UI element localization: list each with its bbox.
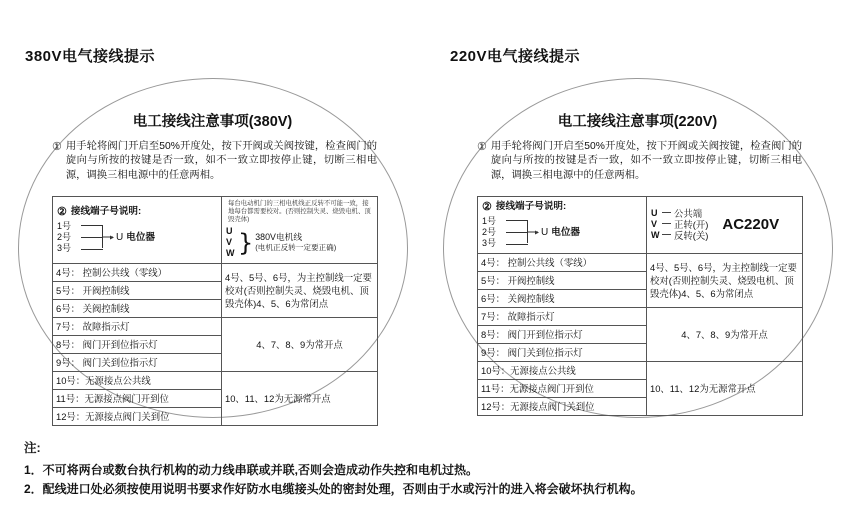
passive-contact-cell-220v	[478, 362, 647, 416]
table-row	[53, 372, 378, 426]
list-item: 10号：无源接点公共线	[53, 372, 221, 390]
item-1-marker-220v: ①	[477, 141, 487, 153]
list-item: 11号：无源接点阀门开到位	[53, 390, 221, 408]
item-1-380v	[52, 140, 377, 183]
list-item: 6号： 关阀控制线	[56, 303, 130, 314]
terminal-number-3: 3号	[482, 237, 497, 248]
list-item: 5号： 开阀控制线	[53, 282, 221, 300]
table-row	[478, 254, 803, 308]
list-item: 9号： 阀门关到位指示灯	[56, 357, 158, 368]
passive-contact-cell-380v	[53, 372, 222, 426]
control-lines-note-380v: 4号、5号、6号，为主控制线一定要校对(否则控制失灵、烧毁电机、顶毁壳体)4、5、6为常闭点	[222, 264, 378, 318]
indicator-lines-note-220v: 4、7、8、9为常开点	[647, 308, 803, 362]
terminal-u-label-220v: U	[541, 226, 549, 238]
uvw-label-u: 公共端	[674, 208, 703, 219]
indicator-lines-list-380v	[53, 318, 221, 371]
uvw-letter-u: U	[651, 208, 658, 218]
indicator-lines-cell-380v	[53, 318, 222, 372]
terminal-u-label-380v: U	[116, 231, 124, 243]
terminal-title-row-220v	[482, 200, 642, 214]
terminal-numbers-220v	[482, 216, 506, 249]
table-row	[53, 197, 378, 264]
passive-contact-list-220v	[478, 362, 646, 415]
item-1-220v	[477, 140, 802, 183]
terminal-number-1: 1号	[57, 220, 72, 231]
terminal-numbers-380v	[57, 221, 81, 254]
control-lines-list-220v	[478, 254, 646, 307]
terminal-explain-cell-380v	[53, 197, 222, 264]
list-item: 11号：无源接点阀门开到位	[478, 380, 646, 398]
control-lines-list-380v	[53, 264, 221, 317]
uvw-label-w: 反转(关)	[674, 230, 709, 241]
curly-brace-icon: }	[238, 228, 254, 257]
indicator-lines-note-380v: 4、7、8、9为常开点	[222, 318, 378, 372]
ac-voltage-label-220v: AC220V	[722, 216, 780, 233]
passive-contact-note-220v: 10、11、12为无源常开点	[647, 362, 803, 416]
item-1-text-220v: 用手轮将阀门开启至50%开度处，按下开阀或关阀按键，检查阀门的旋向与所按的按键是否一致，如不一致立即按停止键，切断三相电源，调换三相电源中的任意两相。	[490, 141, 802, 181]
uvw-block-380v	[226, 226, 373, 259]
uvw-row-w	[651, 230, 708, 241]
uvw-block-220v	[651, 208, 708, 241]
motor-line-text-380v	[255, 232, 336, 253]
terminal-title-row-380v	[57, 205, 217, 219]
list-item: 8号： 阀门开到位指示灯	[53, 336, 221, 354]
terminal-title-380v: 接线端子号说明:	[70, 206, 142, 217]
passive-contact-list-380v	[53, 372, 221, 425]
control-lines-cell-380v	[53, 264, 222, 318]
terminal-explain-cell-220v	[478, 197, 647, 254]
table-row	[53, 318, 378, 372]
notes-section	[24, 438, 824, 499]
motor-line-note-380v: (电机正反转一定要正确)	[255, 243, 337, 252]
panel-heading-220v: 220V电气接线提示	[450, 48, 581, 65]
table-row	[478, 308, 803, 362]
indicator-lines-cell-220v	[478, 308, 647, 362]
list-item: 9号： 阀门关到位指示灯	[481, 347, 583, 358]
uvw-letter-w: W	[226, 248, 235, 258]
bracket-icon	[81, 220, 115, 254]
terminal-number-2: 2号	[57, 231, 72, 242]
uvw-letters-380v	[226, 226, 237, 259]
panel-heading-380v: 380V电气接线提示	[25, 48, 156, 65]
terminal-table-380v	[52, 196, 378, 426]
potentiometer-label-220v: 电位器	[551, 226, 581, 238]
table-row	[53, 264, 378, 318]
list-item: 7号： 故障指示灯	[478, 308, 646, 326]
motor-side-note-380v: 每台电动机门的三相电机线正反转不可能一致，接地每台都需要校对。(否则控制失灵、烧毁电机、顶毁壳体)	[228, 200, 371, 223]
potentiometer-label-380v: 电位器	[126, 231, 156, 243]
bracket-icon	[506, 215, 540, 249]
uvw-letter-v: V	[651, 219, 658, 229]
table-row	[478, 362, 803, 416]
card-title-220v: 电工接线注意事项(220V)	[557, 114, 718, 130]
lead-line-icon	[662, 234, 671, 235]
uvw-letter-w: W	[651, 230, 660, 240]
list-item: 12号：无源接点阀门关到位	[481, 401, 595, 412]
list-item: 4号： 控制公共线（零线）	[53, 264, 221, 282]
uvw-label-v: 正转(开)	[674, 219, 709, 230]
item-1-marker-380v: ①	[52, 141, 62, 153]
terminal-diagram-220v	[482, 215, 642, 249]
lead-line-icon	[662, 212, 671, 213]
control-lines-cell-220v	[478, 254, 647, 308]
terminal-title-220v: 接线端子号说明:	[495, 201, 567, 212]
terminal-diagram-380v	[57, 220, 217, 254]
uvw-letter-v: V	[226, 237, 233, 247]
list-item: 10号：无源接点公共线	[478, 362, 646, 380]
lead-line-icon	[662, 223, 671, 224]
indicator-lines-list-220v	[478, 308, 646, 361]
table-row	[478, 197, 803, 254]
list-item: 5号： 开阀控制线	[478, 272, 646, 290]
motor-lines-cell-380v	[222, 197, 378, 264]
item-2-marker-380v: ②	[57, 206, 67, 218]
uvw-letter-u: U	[226, 226, 233, 236]
terminal-number-3: 3号	[57, 242, 72, 253]
notes-title: 注:	[24, 441, 41, 455]
passive-contact-note-380v: 10、11、12为无源常开点	[222, 372, 378, 426]
terminal-number-1: 1号	[482, 215, 497, 226]
item-2-marker-220v: ②	[482, 201, 492, 213]
list-item: 8号： 阀门开到位指示灯	[478, 326, 646, 344]
power-lines-cell-220v	[647, 197, 803, 254]
note-line-1: 1．不可将两台或数台执行机构的动力线串联或并联,否则会造成动作失控和电机过热。	[24, 463, 479, 477]
note-line-2: 2．配线进口处必须按使用说明书要求作好防水电缆接头处的密封处理，否则由于水或污汁的进入将会破坏执行机构。	[24, 482, 643, 496]
list-item: 12号：无源接点阀门关到位	[56, 411, 170, 422]
terminal-table-220v	[477, 196, 803, 416]
list-item: 7号： 故障指示灯	[53, 318, 221, 336]
terminal-number-2: 2号	[482, 226, 497, 237]
item-1-text-380v: 用手轮将阀门开启至50%开度处，按下开阀或关阀按键，检查阀门的旋向与所按的按键是否一致，如不一致立即按停止键，切断三相电源，调换三相电源中的任意两相。	[65, 141, 377, 181]
list-item: 6号： 关阀控制线	[481, 293, 555, 304]
list-item: 4号： 控制公共线（零线）	[478, 254, 646, 272]
motor-line-title-380v: 380V电机线	[255, 232, 303, 242]
control-lines-note-220v: 4号、5号、6号，为主控制线一定要校对(否则控制失灵、烧毁电机、顶毁壳体)4、5、6为常闭点	[647, 254, 803, 308]
card-title-380v: 电工接线注意事项(380V)	[132, 114, 293, 130]
